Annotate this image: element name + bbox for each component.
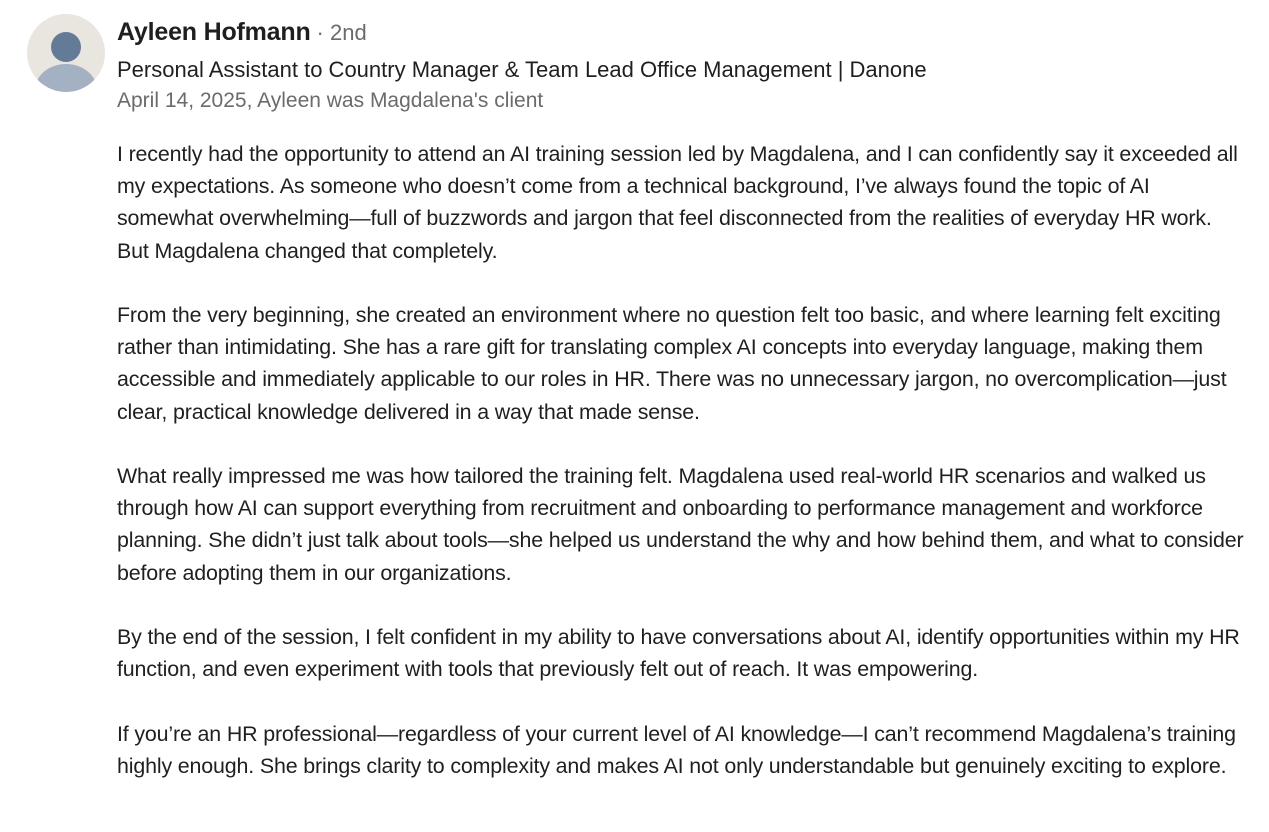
recommendation-paragraph: By the end of the session, I felt confident in my ability to have conversations about AI, identify opportunities within my HR function, and even experiment with tools that previously felt out of reach. It was empowering. bbox=[117, 625, 1240, 682]
recommendation-date-relationship: April 14, 2025, Ayleen was Magdalena's client bbox=[117, 89, 544, 112]
author-name-line bbox=[117, 18, 1249, 52]
avatar[interactable] bbox=[27, 14, 105, 92]
recommendation-paragraph: If you’re an HR professional—regardless of your current level of AI knowledge—I can’t recommend Magdalena’s training highly enough. She brings clarity to complexity and makes AI not only understandable but genuinely exciting to explore. bbox=[117, 721, 1236, 778]
recommendation-paragraph: From the very beginning, she created an environment where no question felt too basic, and where learning felt exciting rather than intimidating. She has a rare gift for translating complex AI concepts into everyday language, making them accessible and immediately applicable to our roles in HR. There was no unnecessary jargon, no overcomplication—just clear, practical knowledge delivered in a way that made sense. bbox=[117, 303, 1227, 424]
author-headline: Personal Assistant to Country Manager & Team Lead Office Management | Danone bbox=[117, 57, 927, 82]
recommendation-paragraph: What really impressed me was how tailored the training felt. Magdalena used real-world HR scenarios and walked us through how AI can support everything from recruitment and onboarding to performance management and workforce planning. She didn’t just talk about tools—she helped us understand the why and how behind them, and what to consider before adopting them in our organizations. bbox=[117, 464, 1244, 585]
recommendation-text bbox=[117, 138, 1247, 814]
person-silhouette-icon bbox=[27, 14, 105, 92]
author-name-link[interactable]: Ayleen Hofmann bbox=[117, 18, 311, 46]
recommendation-paragraph: I recently had the opportunity to attend an AI training session led by Magdalena, and I can confidently say it exceeded all my expectations. As someone who doesn’t come from a technical background, I’ve always found the topic of AI somewhat overwhelming—full of buzzwords and jargon that feel disconnected from the realities of everyday HR work. But Magdalena changed that completely. bbox=[117, 142, 1238, 263]
connection-degree: · 2nd bbox=[316, 20, 367, 45]
recommendation-header bbox=[117, 18, 1249, 116]
